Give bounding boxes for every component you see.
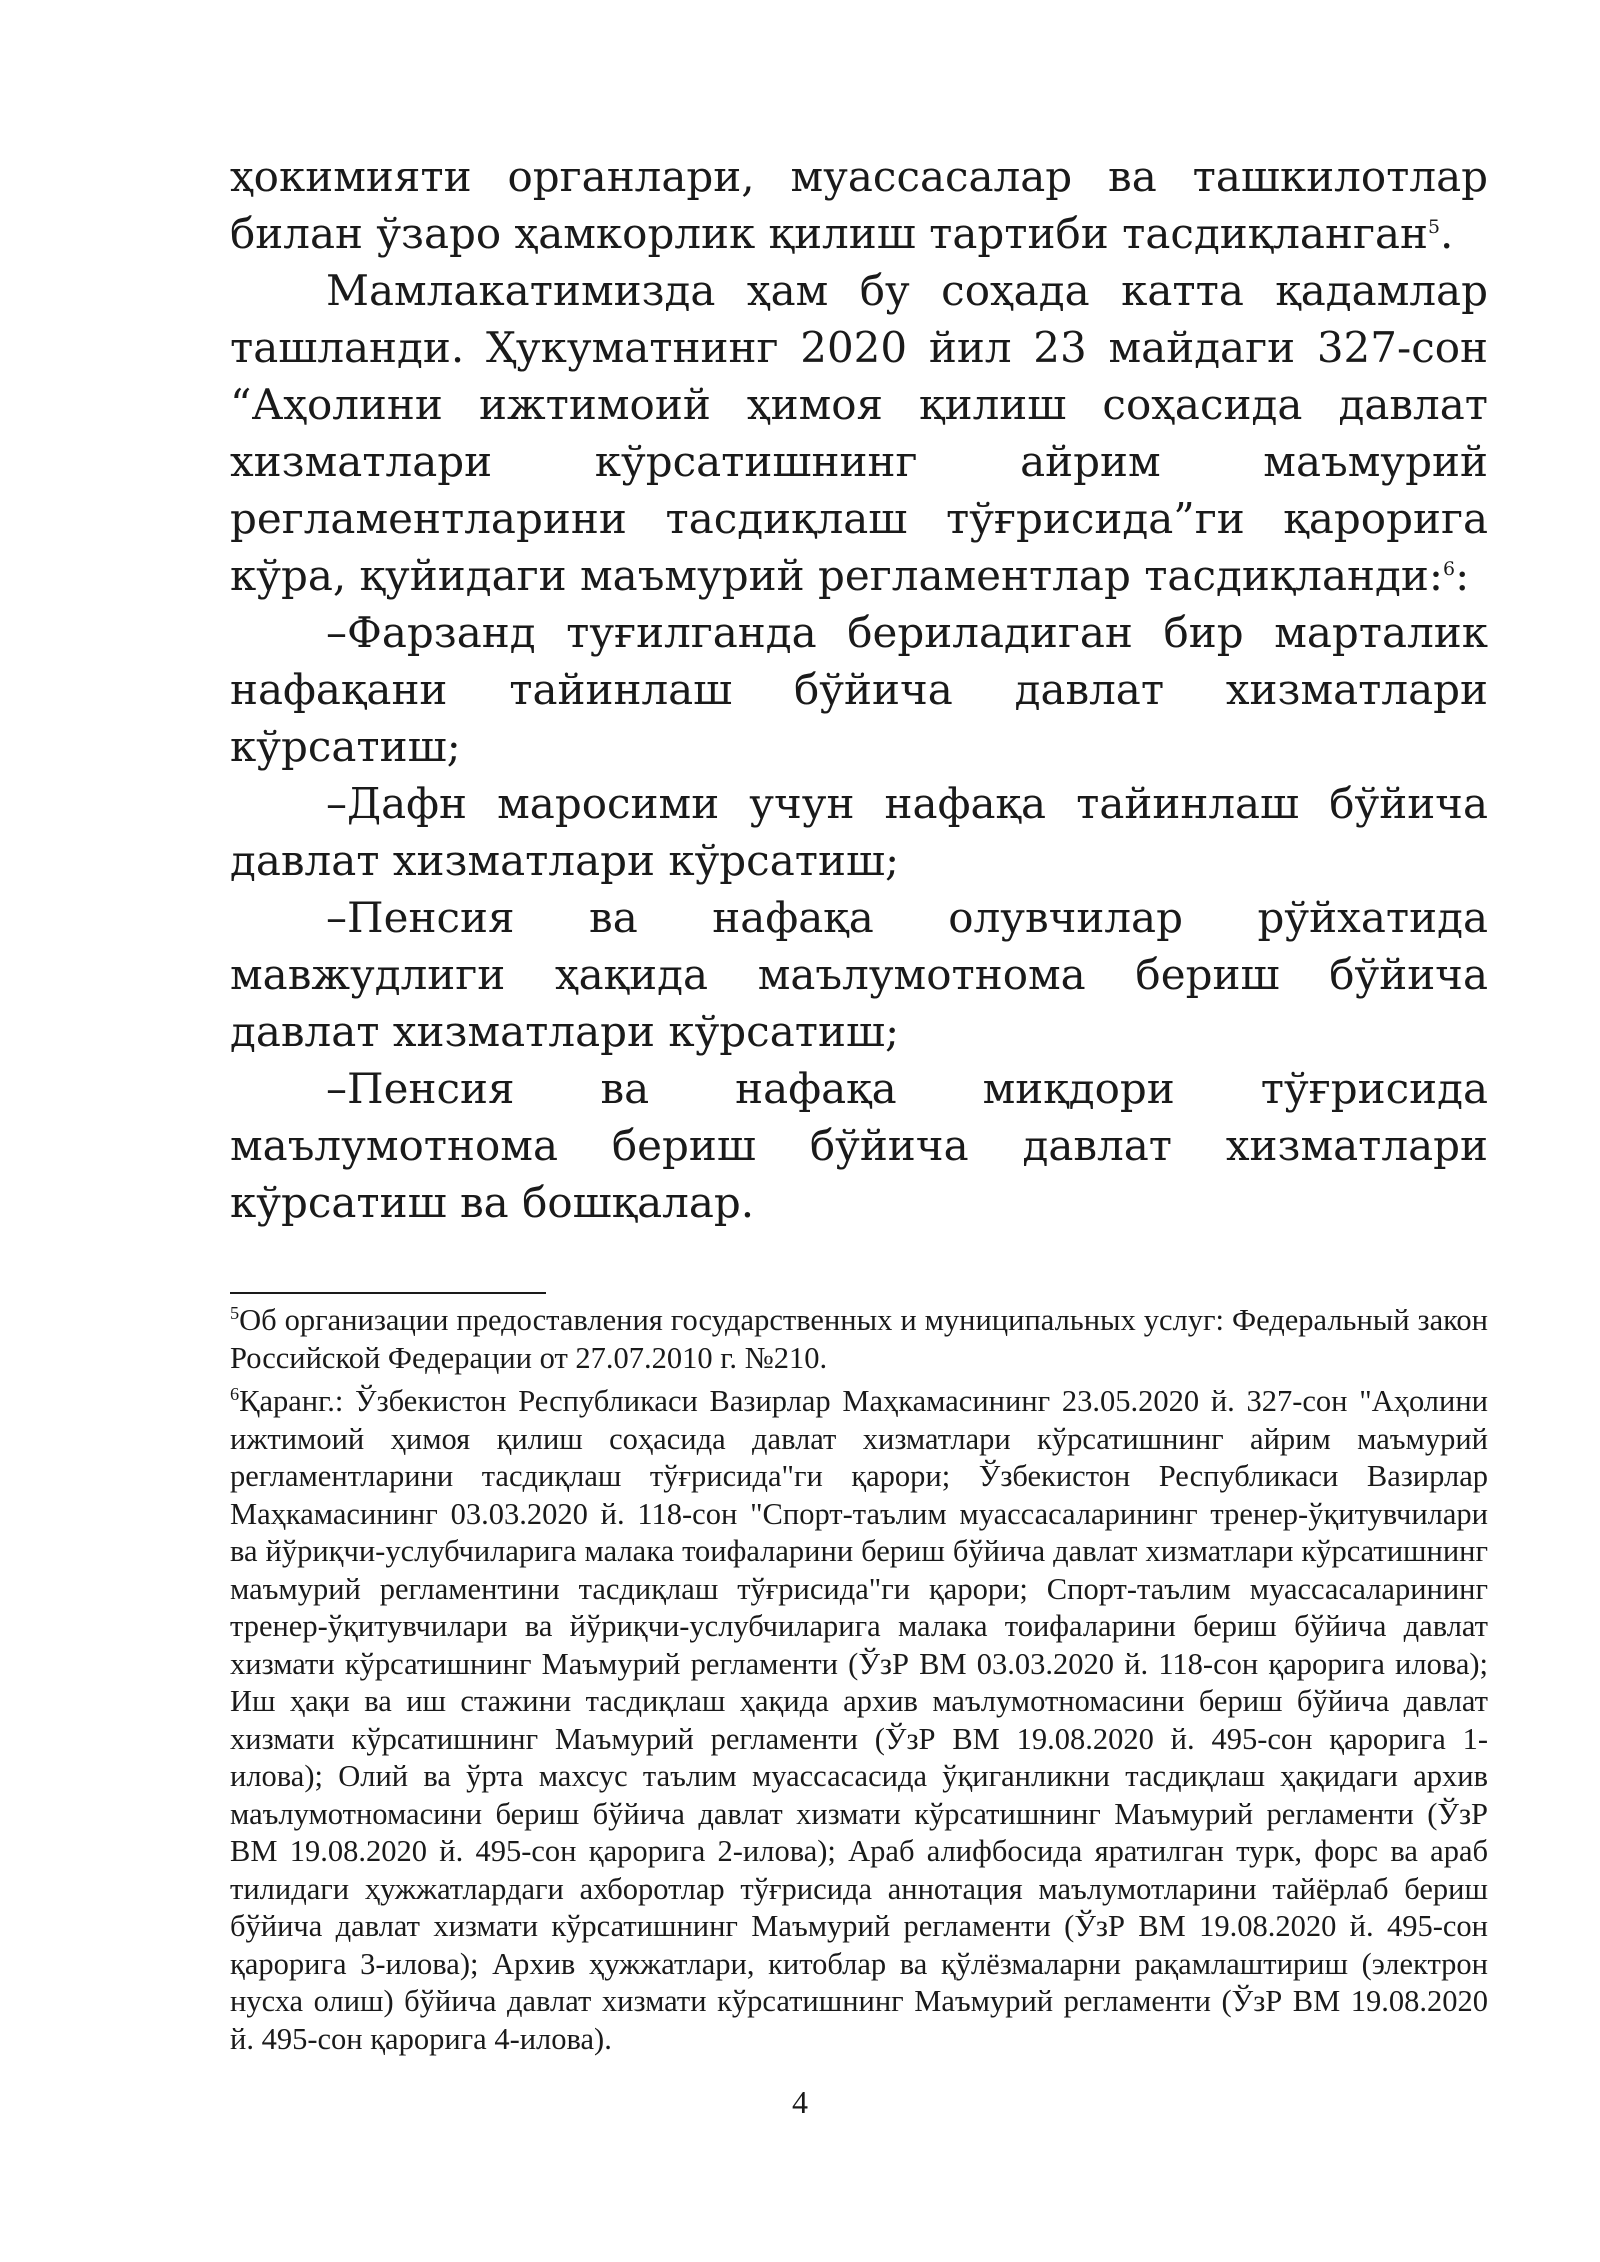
footnote-text: Об организации предоставления государственных и муниципальных услуг: Федеральный закон Российской Федерации от 27.07.2010 г. №210. — [230, 1303, 1488, 1375]
footnote-reference[interactable]: 5 — [1428, 216, 1441, 238]
paragraph-regulations — [230, 262, 1488, 604]
paragraph-end: : — [1455, 551, 1470, 600]
footnote-item — [230, 1383, 1488, 2058]
paragraph-text: ҳокимияти органлари, муассасалар ва ташкилотлар билан ўзаро ҳамкорлик қилиш тартиби тасдиқланган — [230, 152, 1488, 258]
main-text — [230, 148, 1488, 1231]
paragraph-text: Мамлакатимизда ҳам бу соҳада катта қадамлар ташланди. Ҳукуматнинг 2020 йил 23 майдаги 327-сон “Аҳолини ижтимоий ҳимоя қилиш соҳасида давлат хизматлари кўрсатишнинг айрим маъмурий регламентларини тасдиқлаш тўғрисида”ги қарорига кўра, қуйидаги маъмурий регламентлар тасдиқланди: — [230, 266, 1488, 600]
footnote-reference[interactable]: 6 — [1443, 558, 1456, 580]
footnotes — [230, 1302, 1488, 2064]
page-number: 4 — [792, 2084, 808, 2120]
paragraph-end: . — [1440, 209, 1454, 258]
list-item: –Пенсия ва нафақа олувчилар рўйхатида мавжудлиги ҳақида маълумотнома бериш бўйича давлат хизматлари кўрсатиш; — [230, 893, 1488, 1056]
footnote-separator — [230, 1292, 546, 1294]
list-item: –Фарзанд туғилганда бериладиган бир марталик нафақани тайинлаш бўйича давлат хизматлари кўрсатиш; — [230, 608, 1488, 771]
paragraph-continuation — [230, 148, 1488, 262]
footnote-number: 6 — [230, 1383, 240, 1404]
footnote-number: 5 — [230, 1302, 240, 1323]
list-item: –Дафн маросими учун нафақа тайинлаш бўйича давлат хизматлари кўрсатиш; — [230, 779, 1488, 885]
footnote-text: Қаранг.: Ўзбекистон Республикаси Вазирлар Маҳкамасининг 23.05.2020 й. 327-сон "Аҳолини ижтимоий ҳимоя қилиш соҳасида давлат хизматлари кўрсатишнинг айрим маъмурий регламентларини тасдиқлаш тўғрисида"ги қарори; Ўзбекистон Республикаси Вазирлар Маҳкамасининг 03.03.2020 й. 118-сон "Спорт-таълим муассасаларининг тренер-ўқитувчилари ва йўриқчи-услубчиларига малака тоифаларини бериш бўйича давлат хизматлари кўрсатишнинг маъмурий регламентини тасдиқлаш тўғрисида"ги қарори; Спорт-таълим муассасаларининг тренер-ўқитувчилари ва йўриқчи-услубчиларига малака тоифаларини бериш бўйича давлат хизмати кўрсатишнинг Маъмурий регламенти (ЎзР ВМ 03.03.2020 й. 118-сон қарорига илова); Иш ҳақи ва иш стажини тасдиқлаш ҳақида архив маълумотномасини бериш бўйича давлат хизмати кўрсатишнинг Маъмурий регламенти (ЎзР ВМ 19.08.2020 й. 495-сон қарорига 1-илова); Олий ва ўрта махсус таълим муассасасида ўқиганликни тасдиқлаш ҳақидаги архив маълумотномасини бериш бўйича давлат хизмати кўрсатишнинг Маъмурий регламенти (ЎзР ВМ 19.08.2020 й. 495-сон қарорига 2-илова); Араб алифбосида яратилган турк, форс ва араб тилидаги ҳужжатлардаги ахборотлар тўғрисида аннотация маълумотларини тайёрлаб бериш бўйича давлат хизмати кўрсатишнинг Маъмурий регламенти (ЎзР ВМ 19.08.2020 й. 495-сон қарорига 3-илова); Архив ҳужжатлари, китоблар ва қўлёзмаларни рақамлаштириш (электрон нусха олиш) бўйича давлат хизмати кўрсатишнинг Маъмурий регламенти (ЎзР ВМ 19.08.2020 й. 495-сон қарорига 4-илова). — [230, 1384, 1488, 2056]
list-item: –Пенсия ва нафақа миқдори тўғрисида маълумотнома бериш бўйича давлат хизматлари кўрсатиш ва бошқалар. — [230, 1064, 1488, 1227]
footnote-item — [230, 1302, 1488, 1377]
